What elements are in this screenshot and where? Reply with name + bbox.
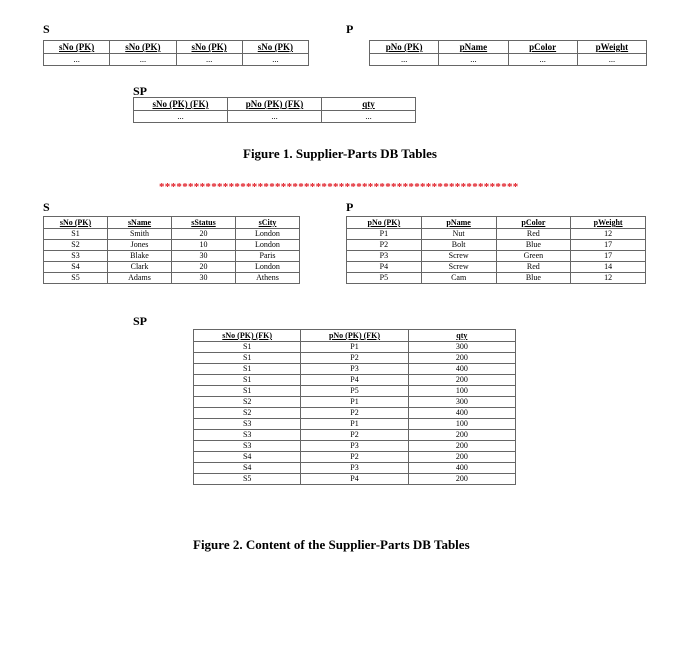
cell: S1 bbox=[194, 342, 301, 353]
fig1-sp-h0: sNo (PK) (FK) bbox=[134, 98, 228, 111]
cell: 20 bbox=[172, 262, 236, 273]
fig2-caption: Figure 2. Content of the Supplier-Parts DB Tables bbox=[193, 537, 470, 552]
cell: Blue bbox=[496, 273, 571, 284]
cell: S5 bbox=[194, 474, 301, 485]
cell: P2 bbox=[347, 240, 422, 251]
fig1-s-table bbox=[43, 40, 309, 66]
cell: S2 bbox=[194, 408, 301, 419]
cell: Jones bbox=[108, 240, 172, 251]
fig1-s-h0: sNo (PK) bbox=[44, 41, 110, 54]
cell: P1 bbox=[301, 397, 408, 408]
cell: P4 bbox=[301, 474, 408, 485]
cell: P1 bbox=[301, 342, 408, 353]
cell: 200 bbox=[408, 452, 515, 463]
cell: 200 bbox=[408, 430, 515, 441]
fig1-sp-c1: ... bbox=[228, 111, 322, 123]
fig1-p-c3: ... bbox=[577, 54, 646, 66]
cell: S3 bbox=[194, 441, 301, 452]
fig1-s-c0: ... bbox=[44, 54, 110, 66]
table-row bbox=[194, 463, 516, 474]
cell: Screw bbox=[421, 262, 496, 273]
cell: 400 bbox=[408, 463, 515, 474]
cell: P3 bbox=[301, 441, 408, 452]
cell: London bbox=[236, 262, 300, 273]
cell: Red bbox=[496, 229, 571, 240]
fig2-p-label: P bbox=[346, 200, 354, 214]
fig1-p-h0: pNo (PK) bbox=[370, 41, 439, 54]
table-row bbox=[194, 474, 516, 485]
cell: P5 bbox=[347, 273, 422, 284]
cell: 300 bbox=[408, 397, 515, 408]
fig2-p-h0: pNo (PK) bbox=[347, 217, 422, 229]
cell: 30 bbox=[172, 273, 236, 284]
cell: 200 bbox=[408, 353, 515, 364]
cell: 400 bbox=[408, 408, 515, 419]
fig1-sp-c0: ... bbox=[134, 111, 228, 123]
separator-stars: ************************************************************** bbox=[159, 181, 519, 193]
cell: Paris bbox=[236, 251, 300, 262]
fig2-sp-h2: qty bbox=[408, 330, 515, 342]
cell: London bbox=[236, 240, 300, 251]
cell: Screw bbox=[421, 251, 496, 262]
cell: S1 bbox=[194, 386, 301, 397]
table-row bbox=[194, 408, 516, 419]
cell: P5 bbox=[301, 386, 408, 397]
cell: 30 bbox=[172, 251, 236, 262]
cell: Adams bbox=[108, 273, 172, 284]
cell: S1 bbox=[194, 364, 301, 375]
fig1-p-h1: pName bbox=[439, 41, 508, 54]
cell: 300 bbox=[408, 342, 515, 353]
fig2-p-h1: pName bbox=[421, 217, 496, 229]
cell: Nut bbox=[421, 229, 496, 240]
cell: 14 bbox=[571, 262, 646, 273]
cell: Blue bbox=[496, 240, 571, 251]
fig2-s-label: S bbox=[43, 200, 50, 214]
fig2-s-h2: sStatus bbox=[172, 217, 236, 229]
fig2-sp-label: SP bbox=[133, 314, 148, 328]
cell: S3 bbox=[194, 430, 301, 441]
cell: S4 bbox=[44, 262, 108, 273]
cell: Green bbox=[496, 251, 571, 262]
fig1-p-c2: ... bbox=[508, 54, 577, 66]
table-row bbox=[347, 229, 646, 240]
fig2-p-h2: pColor bbox=[496, 217, 571, 229]
cell: P3 bbox=[347, 251, 422, 262]
cell: Blake bbox=[108, 251, 172, 262]
cell: London bbox=[236, 229, 300, 240]
table-row bbox=[44, 240, 300, 251]
fig1-sp-label: SP bbox=[133, 84, 148, 98]
fig2-s-table bbox=[43, 216, 300, 284]
fig1-s-h2: sNo (PK) bbox=[176, 41, 242, 54]
fig1-sp-h2: qty bbox=[322, 98, 416, 111]
fig1-p-h3: pWeight bbox=[577, 41, 646, 54]
cell: S1 bbox=[194, 353, 301, 364]
fig1-s-h1: sNo (PK) bbox=[110, 41, 176, 54]
fig1-caption: Figure 1. Supplier-Parts DB Tables bbox=[243, 146, 437, 161]
fig1-s-c1: ... bbox=[110, 54, 176, 66]
table-row bbox=[347, 273, 646, 284]
cell: P2 bbox=[301, 452, 408, 463]
cell: 400 bbox=[408, 364, 515, 375]
fig2-sp-table bbox=[193, 329, 516, 485]
table-row bbox=[44, 273, 300, 284]
fig1-sp-h1: pNo (PK) (FK) bbox=[228, 98, 322, 111]
table-row bbox=[194, 342, 516, 353]
cell: P3 bbox=[301, 463, 408, 474]
fig2-s-h0: sNo (PK) bbox=[44, 217, 108, 229]
cell: 17 bbox=[571, 240, 646, 251]
cell: P2 bbox=[301, 430, 408, 441]
fig1-s-c2: ... bbox=[176, 54, 242, 66]
fig1-p-c1: ... bbox=[439, 54, 508, 66]
cell: Clark bbox=[108, 262, 172, 273]
table-row bbox=[194, 441, 516, 452]
cell: 17 bbox=[571, 251, 646, 262]
cell: 200 bbox=[408, 474, 515, 485]
fig1-p-table bbox=[369, 40, 647, 66]
fig2-sp-h0: sNo (PK) (FK) bbox=[194, 330, 301, 342]
cell: 10 bbox=[172, 240, 236, 251]
cell: Athens bbox=[236, 273, 300, 284]
cell: S3 bbox=[44, 251, 108, 262]
fig1-sp-c2: ... bbox=[322, 111, 416, 123]
table-row bbox=[347, 262, 646, 273]
table-row bbox=[44, 262, 300, 273]
cell: P4 bbox=[301, 375, 408, 386]
cell: S3 bbox=[194, 419, 301, 430]
cell: S1 bbox=[194, 375, 301, 386]
table-row bbox=[347, 251, 646, 262]
cell: P3 bbox=[301, 364, 408, 375]
fig1-p-label: P bbox=[346, 22, 354, 36]
cell: Smith bbox=[108, 229, 172, 240]
cell: 12 bbox=[571, 273, 646, 284]
cell: 200 bbox=[408, 375, 515, 386]
table-row bbox=[194, 419, 516, 430]
cell: P1 bbox=[347, 229, 422, 240]
cell: S5 bbox=[44, 273, 108, 284]
cell: Red bbox=[496, 262, 571, 273]
fig1-sp-table bbox=[133, 97, 416, 123]
table-row bbox=[194, 353, 516, 364]
cell: S2 bbox=[44, 240, 108, 251]
fig1-p-h2: pColor bbox=[508, 41, 577, 54]
cell: S4 bbox=[194, 452, 301, 463]
table-row bbox=[194, 452, 516, 463]
fig2-s-h3: sCity bbox=[236, 217, 300, 229]
table-row bbox=[44, 251, 300, 262]
fig2-s-h1: sName bbox=[108, 217, 172, 229]
cell: P2 bbox=[301, 353, 408, 364]
cell: 20 bbox=[172, 229, 236, 240]
cell: P4 bbox=[347, 262, 422, 273]
cell: 200 bbox=[408, 441, 515, 452]
fig2-p-h3: pWeight bbox=[571, 217, 646, 229]
table-row bbox=[194, 386, 516, 397]
cell: S4 bbox=[194, 463, 301, 474]
table-row bbox=[44, 229, 300, 240]
fig1-p-c0: ... bbox=[370, 54, 439, 66]
fig2-p-table bbox=[346, 216, 646, 284]
table-row bbox=[194, 375, 516, 386]
fig1-s-label: S bbox=[43, 22, 50, 36]
cell: P1 bbox=[301, 419, 408, 430]
cell: Bolt bbox=[421, 240, 496, 251]
cell: Cam bbox=[421, 273, 496, 284]
table-row bbox=[194, 430, 516, 441]
fig2-sp-h1: pNo (PK) (FK) bbox=[301, 330, 408, 342]
cell: 100 bbox=[408, 419, 515, 430]
table-row bbox=[347, 240, 646, 251]
table-row bbox=[194, 397, 516, 408]
cell: S1 bbox=[44, 229, 108, 240]
cell: 12 bbox=[571, 229, 646, 240]
fig1-s-c3: ... bbox=[242, 54, 308, 66]
table-row bbox=[194, 364, 516, 375]
cell: P2 bbox=[301, 408, 408, 419]
fig1-s-h3: sNo (PK) bbox=[242, 41, 308, 54]
cell: S2 bbox=[194, 397, 301, 408]
cell: 100 bbox=[408, 386, 515, 397]
